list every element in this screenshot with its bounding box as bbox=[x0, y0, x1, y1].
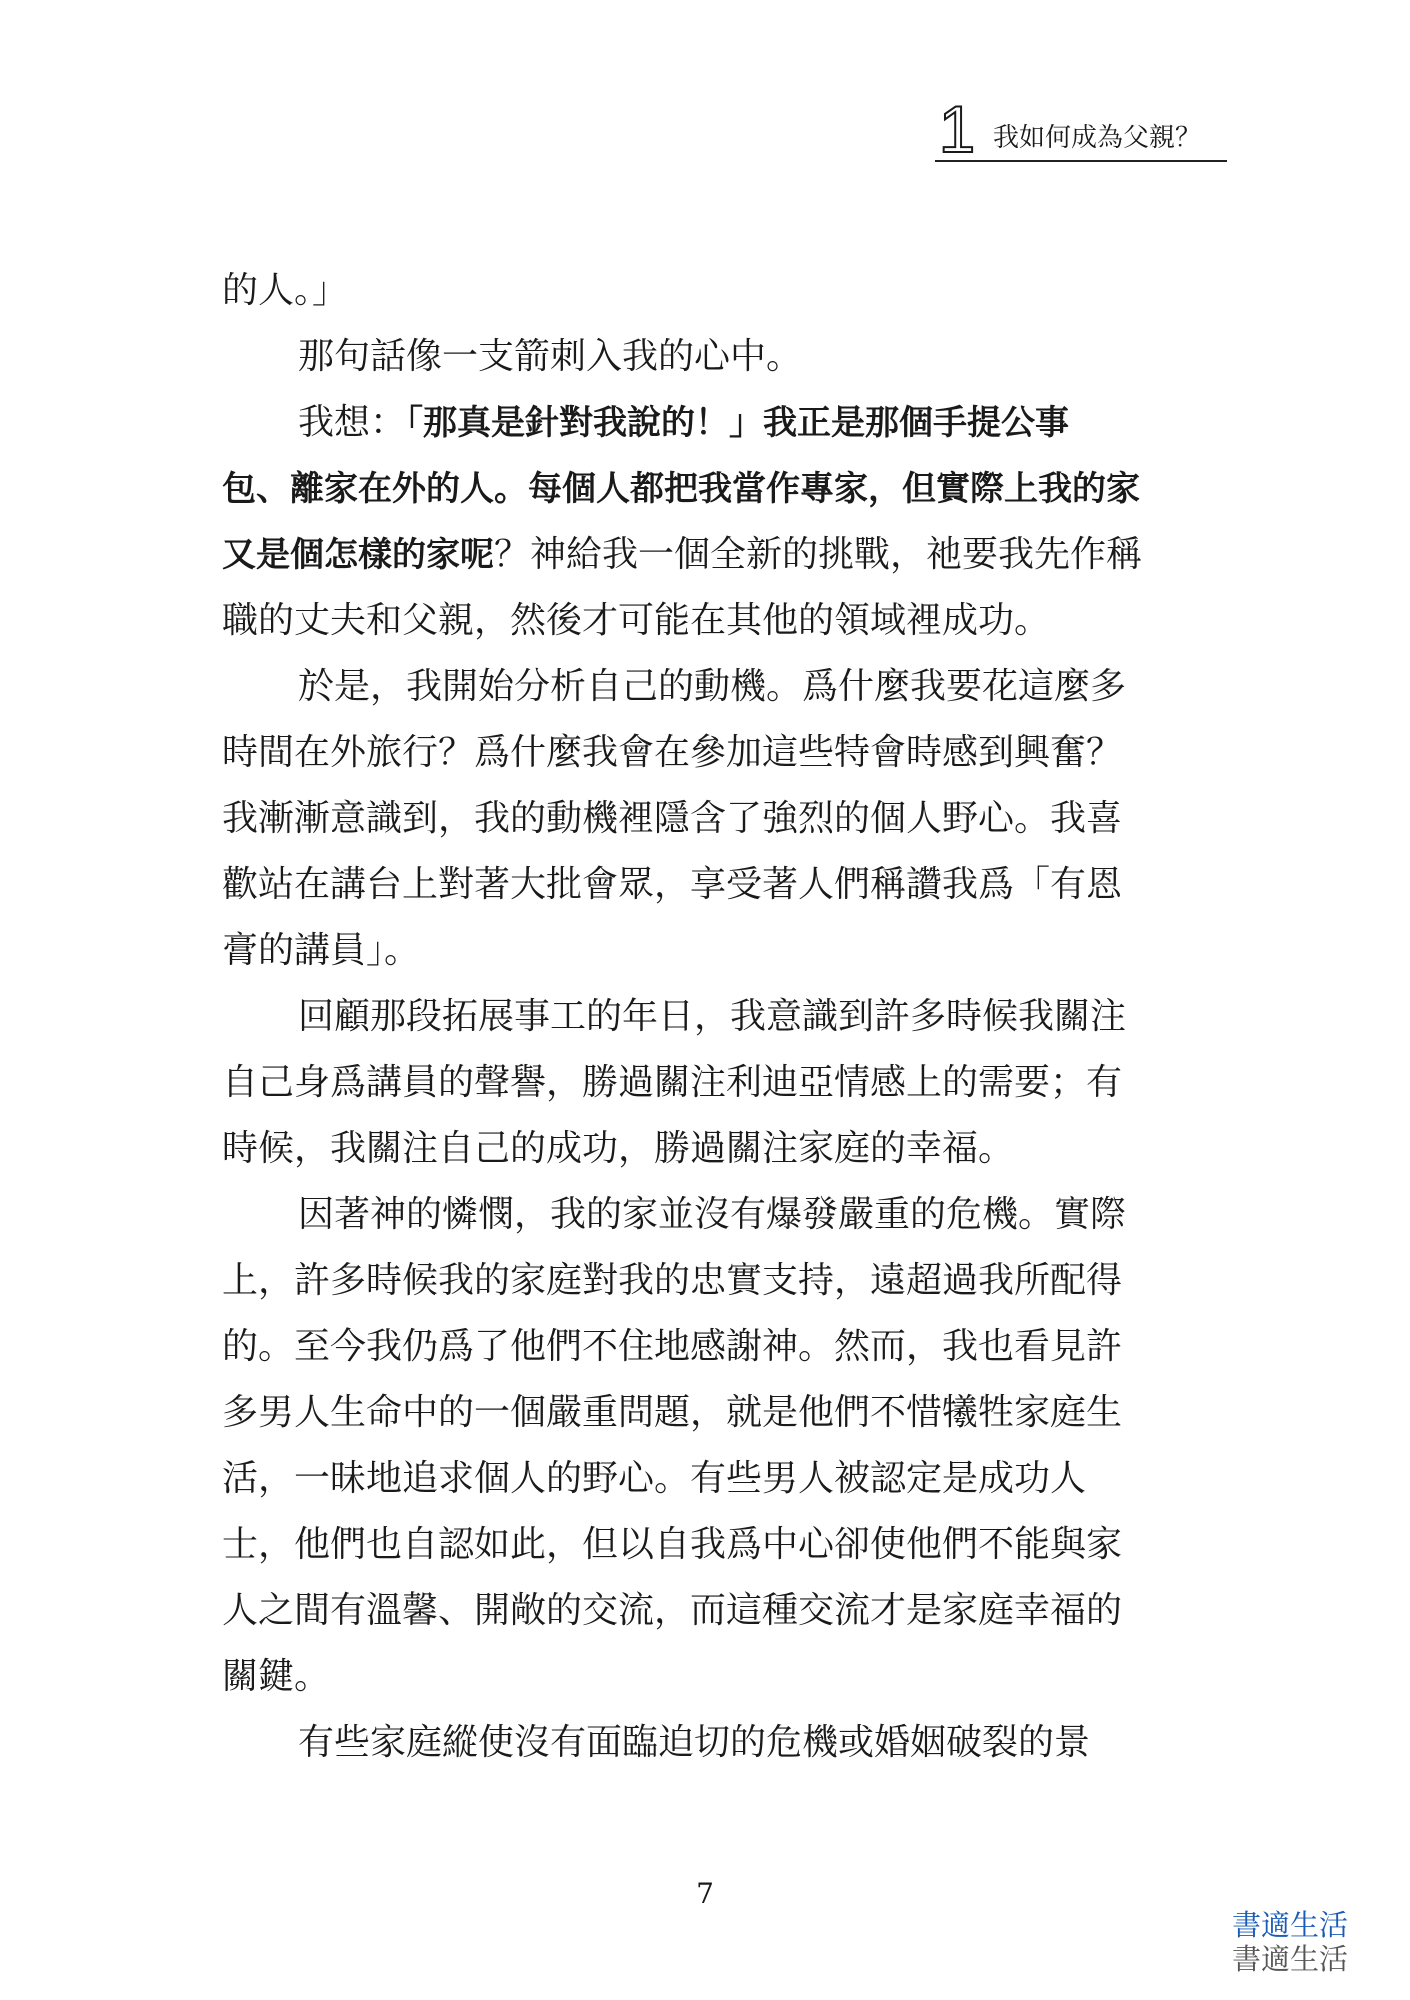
text-line: 職的丈夫和父親，然後才可能在其他的領域裡成功。 bbox=[222, 600, 1051, 641]
bold-line: 包、離家在外的人。每個人都把我當作專家，但實際上我的家 bbox=[222, 469, 1140, 509]
text-line: 那句話像一支箭刺入我的心中。 bbox=[298, 336, 803, 377]
text-span: ？神給我一個全新的挑戰，祂要我先作稱 bbox=[494, 534, 1143, 575]
watermark-line-1: 書適生活 bbox=[1231, 1908, 1348, 1942]
bold-text: 「那真是針對我說的！」我正是那個手提公事 bbox=[406, 403, 1070, 443]
text-line: 上，許多時候我的家庭對我的忠實支持，遠超過我所配得 bbox=[222, 1260, 1123, 1301]
text-line bbox=[222, 390, 1222, 456]
text-line: 自己身爲講員的聲譽，勝過關注利迪亞情感上的需要；有 bbox=[222, 1062, 1123, 1103]
chapter-number: 1 bbox=[938, 92, 976, 166]
watermark-line-2: 書適生活 bbox=[1231, 1942, 1348, 1976]
text-line: 關鍵。 bbox=[222, 1656, 331, 1697]
text-line bbox=[222, 522, 1222, 588]
text-line: 活，一昧地追求個人的野心。有些男人被認定是成功人 bbox=[222, 1458, 1087, 1499]
body-text bbox=[222, 258, 1222, 1776]
watermark bbox=[1232, 1908, 1348, 1976]
text-line: 回顧那段拓展事工的年日，我意識到許多時候我關注 bbox=[298, 996, 1127, 1037]
text-line: 有些家庭縱使沒有面臨迫切的危機或婚姻破裂的景 bbox=[298, 1722, 1091, 1763]
text-line: 時候，我關注自己的成功，勝過關注家庭的幸福。 bbox=[222, 1128, 1015, 1169]
bold-text: 又是個怎樣的家呢 bbox=[222, 535, 494, 575]
text-line: 於是，我開始分析自己的動機。爲什麼我要花這麼多 bbox=[298, 666, 1127, 707]
page-number: 7 bbox=[696, 1877, 714, 1910]
text-line: 我漸漸意識到，我的動機裡隱含了強烈的個人野心。我喜 bbox=[222, 798, 1123, 839]
text-line: 人之間有溫馨、開敞的交流，而這種交流才是家庭幸福的 bbox=[222, 1590, 1123, 1631]
text-line: 歡站在講台上對著大批會眾，享受著人們稱讚我爲「有恩 bbox=[222, 864, 1123, 905]
text-line: 因著神的憐憫，我的家並沒有爆發嚴重的危機。實際 bbox=[298, 1194, 1127, 1235]
text-line: 的人。」 bbox=[222, 270, 349, 311]
text-line: 時間在外旅行？爲什麼我會在參加這些特會時感到興奮？ bbox=[222, 732, 1123, 773]
chapter-title: 我如何成為父親？ bbox=[993, 123, 1202, 153]
text-line: 膏的講員」。 bbox=[222, 930, 421, 971]
chapter-header bbox=[935, 92, 1227, 166]
text-span: 我想： bbox=[298, 402, 407, 443]
text-line: 的。至今我仍爲了他們不住地感謝神。然而，我也看見許 bbox=[222, 1326, 1123, 1367]
text-line: 多男人生命中的一個嚴重問題，就是他們不惜犧牲家庭生 bbox=[222, 1392, 1123, 1433]
text-line: 士，他們也自認如此，但以自我爲中心卻使他們不能與家 bbox=[222, 1524, 1123, 1565]
